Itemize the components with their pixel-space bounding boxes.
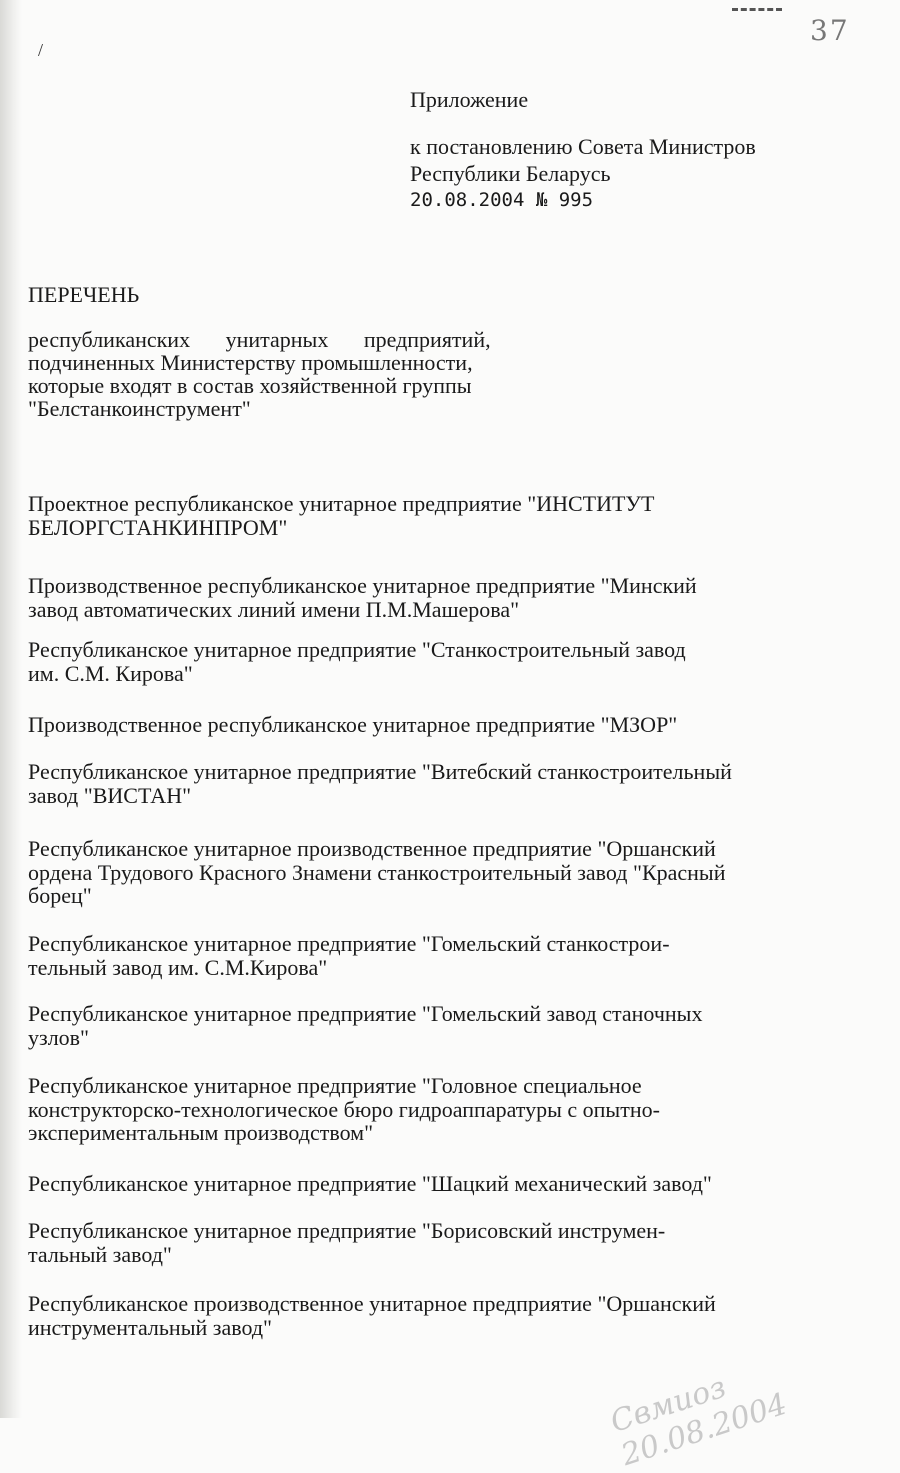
enterprise-line: Республиканское унитарное предприятие "Витебский станкостроительный [28, 759, 732, 784]
enterprise-line: Производственное республиканское унитарное предприятие "Минский [28, 573, 697, 598]
enterprise-line: Республиканское производственное унитарное предприятие "Оршанский [28, 1291, 716, 1316]
enterprise-list-item [28, 1292, 854, 1339]
enterprise-list-item [28, 1219, 854, 1266]
appendix-label: Приложение [410, 87, 529, 112]
enterprise-line: Республиканское унитарное предприятие "Гомельский станкострои- [28, 931, 670, 956]
subtitle-line: подчиненных Министерству промышленности, [28, 350, 473, 375]
subtitle-line: республиканских унитарных предприятий, [28, 327, 491, 352]
corner-mark: / [38, 40, 44, 60]
page-number: 37 [810, 14, 850, 47]
document-title: ПЕРЕЧЕНЬ [28, 282, 140, 307]
enterprise-line: тельный завод им. С.М.Кирова" [28, 954, 328, 980]
resolution-date-number: 20.08.2004 № 995 [410, 189, 594, 211]
enterprise-line: узлов" [28, 1024, 90, 1050]
enterprise-list-item [28, 1074, 854, 1145]
enterprise-line: Республиканское унитарное предприятие "Борисовский инструмен- [28, 1218, 666, 1243]
enterprise-line: Проектное республиканское унитарное предприятие "ИНСТИТУТ [28, 491, 655, 516]
document-subtitle [28, 328, 553, 420]
enterprise-line: ордена Трудового Красного Знамени станкостроительный завод "Красный [28, 859, 726, 885]
subtitle-line: которые входят в состав хозяйственной группы [28, 373, 472, 398]
enterprise-line: им. С.М. Кирова" [28, 660, 193, 686]
enterprise-list-item [28, 713, 854, 737]
enterprise-line: Республиканское унитарное предприятие "Гомельский завод станочных [28, 1001, 703, 1026]
enterprise-line: Республиканское унитарное предприятие "Шацкий механический завод" [28, 1171, 712, 1196]
enterprise-line: завод "ВИСТАН" [28, 782, 192, 808]
enterprise-line: конструкторско-технологическое бюро гидроаппаратуры с опытно- [28, 1096, 660, 1122]
enterprise-list-item [28, 1172, 854, 1196]
enterprise-line: Производственное республиканское унитарное предприятие "МЗОР" [28, 712, 678, 737]
enterprise-line: экспериментальным производством" [28, 1120, 374, 1145]
enterprise-line: Республиканское унитарное производственное предприятие "Оршанский [28, 836, 716, 861]
subtitle-line: "Белстанкоинструмент" [28, 396, 251, 421]
enterprise-line: Республиканское унитарное предприятие "Головное специальное [28, 1073, 642, 1098]
top-dashes [732, 8, 782, 14]
enterprise-list-item [28, 638, 854, 685]
handwritten-note: Свмиоз 20.08.2004 [606, 1369, 792, 1473]
page-edge-shadow [0, 0, 22, 1418]
country-line: Республики Беларусь [410, 161, 611, 186]
enterprise-line: завод автоматических линий имени П.М.Машерова" [28, 596, 520, 622]
enterprise-list-item [28, 760, 854, 807]
enterprise-list-item [28, 574, 854, 621]
enterprise-line: тальный завод" [28, 1241, 172, 1267]
enterprise-list-item [28, 837, 854, 908]
enterprise-line: инструментальный завод" [28, 1314, 272, 1340]
resolution-reference: к постановлению Совета Министров [410, 134, 756, 159]
enterprise-line: Республиканское унитарное предприятие "Станкостроительный завод [28, 637, 686, 662]
appendix-header [410, 86, 756, 214]
enterprise-list-item [28, 1002, 854, 1049]
enterprise-list-item [28, 932, 854, 979]
enterprise-line: БЕЛОРГСТАНКИНПРОМ" [28, 514, 288, 540]
enterprise-line: борец" [28, 883, 92, 908]
enterprise-list-item [28, 492, 854, 539]
